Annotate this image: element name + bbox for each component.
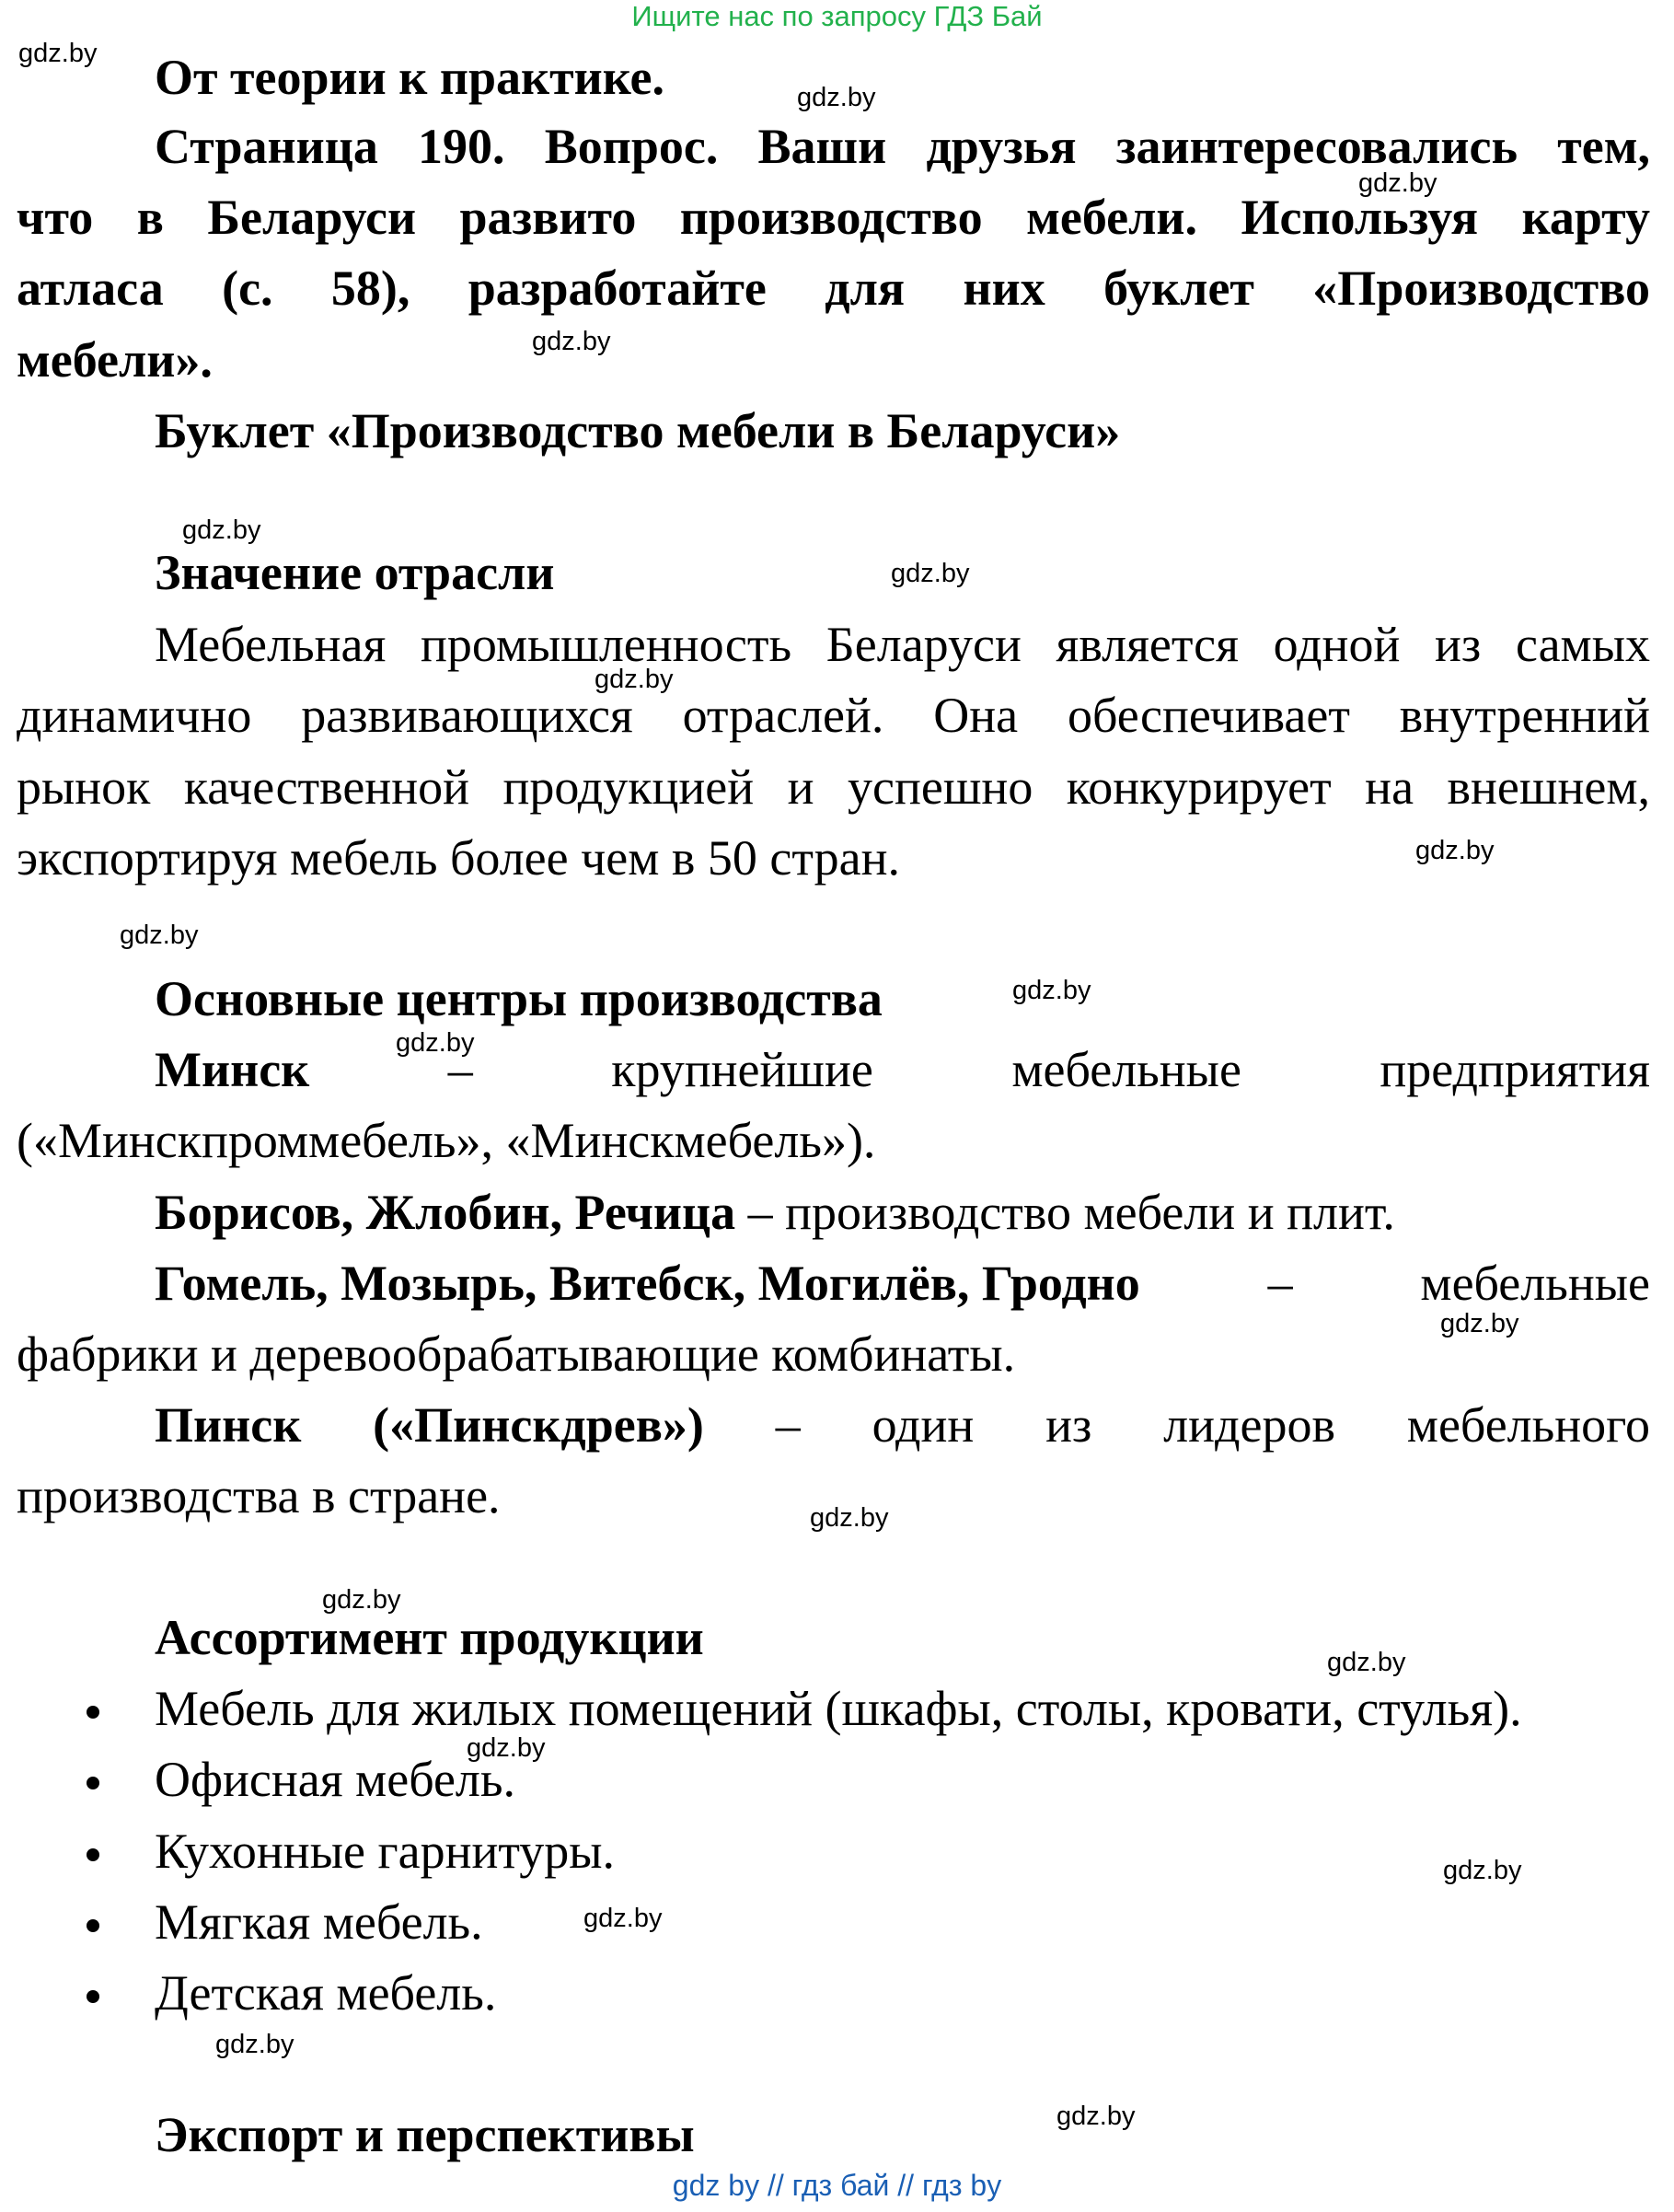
watermark: gdz.by [532,327,611,356]
section-heading: Ассортимент продукции [155,1610,704,1665]
list-item: Детская мебель. [155,1965,497,2021]
paragraph-line: рынок качественной продукцией и успешно конкурирует на внешнем, [17,759,1650,815]
center-gomel-description: фабрики и деревообрабатывающие комбинаты. [17,1326,1016,1382]
word: крупнейшие [611,1042,873,1097]
watermark: gdz.by [1358,168,1437,198]
city-name: Минск [155,1042,310,1097]
center-pinsk-description: производства в стране. [17,1468,501,1523]
bullet-icon [87,1848,99,1861]
footer-banner[interactable]: gdz by // гдз бай // гдз by [672,2169,1002,2202]
city-names: Гомель, Мозырь, Витебск, Могилёв, Гродно [155,1256,1140,1311]
watermark: gdz.by [467,1733,546,1763]
section-heading: Значение отрасли [155,545,555,600]
watermark: gdz.by [595,665,674,694]
question-line: Страница 190. Вопрос. Ваши друзья заинтересовались тем, [155,119,1650,174]
center-gomel [155,1256,1650,1311]
paragraph-line: Мебельная промышленность Беларуси является одной из самых [155,617,1650,672]
section-heading: Экспорт и перспективы [155,2107,695,2162]
word: мебельные [1011,1042,1241,1097]
question-line: атласа (с. 58), разработайте для них буклет «Производство [17,261,1650,316]
watermark: gdz.by [1327,1648,1406,1677]
list-item: Мягкая мебель. [155,1894,483,1950]
city-names: Борисов, Жлобин, Речица [155,1185,736,1240]
watermark: gdz.by [797,83,876,112]
dash: – [447,1042,473,1097]
watermark: gdz.by [1443,1856,1522,1885]
paragraph-line: динамично развивающихся отраслей. Она обеспечивает внутренний [17,688,1650,743]
center-description: – производство мебели и плит. [735,1185,1395,1240]
watermark: gdz.by [120,921,199,950]
watermark: gdz.by [1012,976,1091,1005]
center-borisov [155,1185,1395,1240]
word: из [1045,1397,1092,1453]
watermark: gdz.by [891,559,970,588]
bullet-icon [87,1706,99,1719]
word: один [872,1397,975,1453]
page-title: От теории к практике. [155,50,665,105]
question-line: мебели». [17,332,213,388]
paragraph-line: экспортируя мебель более чем в 50 стран. [17,830,900,886]
city-name: Пинск [155,1397,302,1453]
bullet-icon [87,1919,99,1932]
company-name: («Пинскдрев») [373,1397,704,1453]
watermark: gdz.by [810,1503,889,1533]
dash: – [775,1397,801,1453]
list-item: Кухонные гарнитуры. [155,1824,616,1879]
watermark: gdz.by [18,39,98,68]
watermark: gdz.by [322,1585,401,1615]
search-banner[interactable]: Ищите нас по запросу ГДЗ Бай [631,0,1043,32]
word: мебельного [1406,1397,1650,1453]
watermark: gdz.by [182,515,261,545]
bullet-icon [87,1777,99,1789]
watermark: gdz.by [396,1028,475,1058]
watermark: gdz.by [1056,2102,1136,2131]
list-item: Офисная мебель. [155,1752,516,1807]
word: лидеров [1163,1397,1335,1453]
word: мебельные [1420,1256,1650,1311]
watermark: gdz.by [215,2030,294,2059]
booklet-title: Буклет «Производство мебели в Беларуси» [155,403,1121,458]
word: предприятия [1380,1042,1650,1097]
section-heading: Основные центры производства [155,971,883,1026]
center-pinsk [155,1397,1650,1453]
center-minsk-companies: («Минскпроммебель», «Минскмебель»). [17,1113,876,1168]
watermark: gdz.by [1415,836,1495,865]
watermark: gdz.by [1440,1309,1519,1338]
dash: – [1267,1256,1293,1311]
bullet-icon [87,1990,99,2003]
question-line: что в Беларуси развито производство мебели. Используя карту [17,190,1650,245]
list-item: Мебель для жилых помещений (шкафы, столы, кровати, стулья). [155,1681,1522,1736]
watermark: gdz.by [583,1904,663,1933]
